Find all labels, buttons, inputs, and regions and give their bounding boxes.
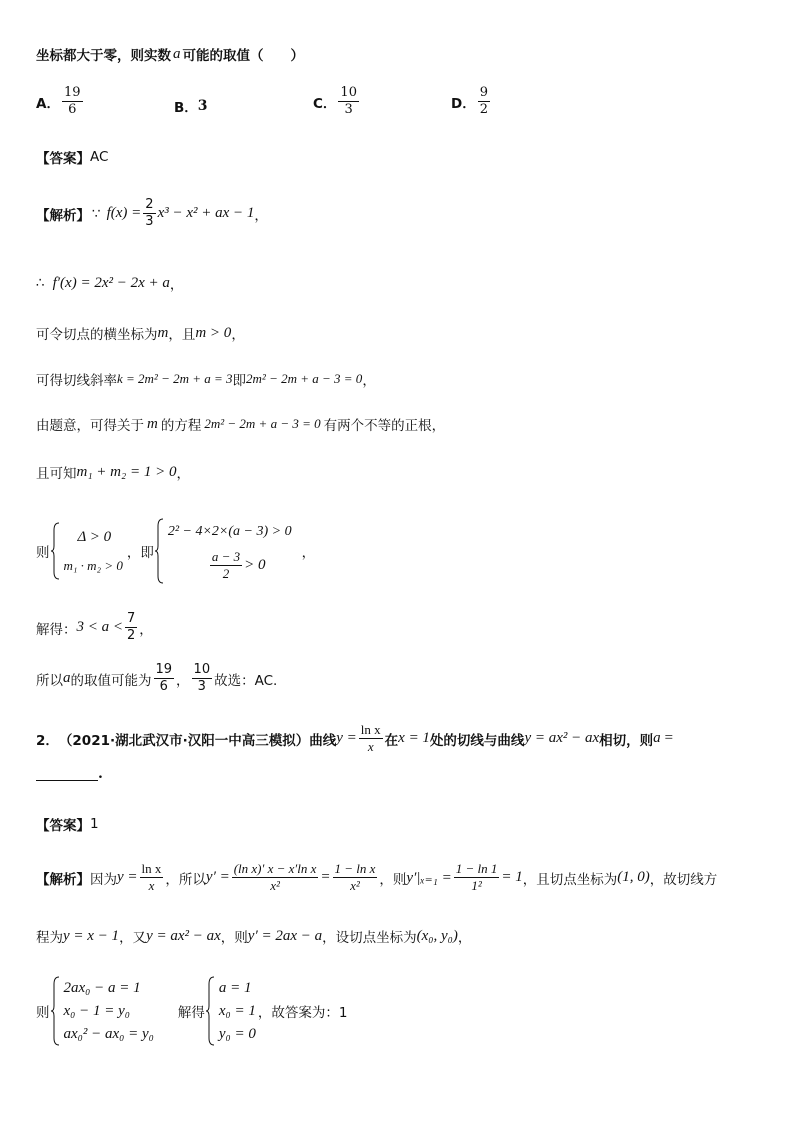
option-d-fraction: $\frac{9}{2}$: [479, 85, 488, 117]
conclusion-fraction-2: $\frac{10}{3}$: [193, 662, 211, 694]
option-d[interactable]: D． $\frac{9}{2}$: [451, 85, 488, 117]
q1-systems: 则 Δ > 0 m₁ · m₂ > 0 ，即 2² − 4×2×(a − 3) > 0 $\frac{a - 3}{2}$ > 0 ，: [36, 518, 315, 584]
q2-stem-fraction: $\frac{\text{ln x}}{x}$: [360, 722, 381, 754]
solution-fraction: $\frac{7}{2}$: [127, 611, 136, 643]
option-b[interactable]: B． 3: [174, 98, 208, 116]
q1-equation: 由题意，可得关于 m 的方程 2m² − 2m + a − 3 = 0 有两个不等的正根，: [36, 415, 446, 434]
q2-analysis-line1: 【解析】 因为 y = $\frac{\text{ln x}}{x}$ ，所以 y′ = $\frac{\text{(ln x)′ x − x′ln x}}{\text{x²}}$ = $\frac{\text{1 − ln x}}{\text{x²}}$ ，则 y′|ₓ₌₁ = $\frac{1 - \ln 1}{\text{1²}}$ = 1 ，且切点坐标为 (1, 0) ，故切线方: [36, 861, 718, 893]
q1-root-sum: 且可知 m₁ + m₂ = 1 > 0 ，: [36, 463, 190, 482]
option-a[interactable]: A． $\frac{19}{6}$: [36, 85, 81, 117]
left-brace-icon: [50, 522, 60, 580]
q2-system-brace-2: a = 1 x₀ = 1 y₀ = 0: [205, 976, 256, 1046]
q1-answer: 【答案】 AC: [36, 149, 109, 167]
q2-analysis-line2: 程为 y = x − 1 ，又 y = ax² − ax ，则 y′ = 2ax − a ，设切点坐标为 (x₀, y₀) ，: [36, 927, 472, 946]
q1-slope: 可得切线斜率 k = 2m² − 2m + a = 3 即 2m² − 2m + a − 3 = 0 ，: [36, 371, 376, 389]
left-brace-icon: [205, 976, 215, 1046]
left-brace-icon: [50, 976, 60, 1046]
system-fraction: $\frac{a - 3}{2}$: [211, 548, 241, 581]
q2-fraction-derivative: $\frac{\text{(ln x)′ x − x′ln x}}{\text{x²}}$: [233, 861, 317, 893]
q2-stem: 2． （2021·湖北武汉市·汉阳一中高三模拟） 曲线 y = $\frac{\text{ln x}}{x}$ 在 x = 1 处的切线与曲线 y = ax² − ax 相切，则 a =: [36, 722, 674, 754]
q2-answer: 【答案】 1: [36, 816, 99, 834]
q2-fraction-simplified: $\frac{\text{1 − ln x}}{\text{x²}}$: [334, 861, 376, 893]
option-c[interactable]: C． $\frac{10}{3}$: [313, 85, 357, 117]
left-brace-icon: [154, 518, 164, 584]
answer-blank-line[interactable]: [36, 768, 98, 781]
q1-tangent-point: 可令切点的横坐标为 m ，且 m > 0 ，: [36, 324, 245, 343]
q1-solution: 解得： 3 < a < $\frac{7}{2}$ ，: [36, 611, 153, 643]
system-brace-2: 2² − 4×2×(a − 3) > 0 $\frac{a - 3}{2}$ > 0: [154, 518, 292, 584]
q1-analysis-fx: 【解析】 ∵ f(x) = $\frac{2}{3}$ x³ − x² + ax − 1 ，: [36, 197, 268, 229]
option-a-fraction: $\frac{19}{6}$: [63, 85, 81, 117]
q1-stem: 坐标都大于零，则实数 a 可能的取值（ ）: [36, 45, 304, 64]
option-c-fraction: $\frac{10}{3}$: [340, 85, 357, 117]
system-brace-1: Δ > 0 m₁ · m₂ > 0: [50, 522, 123, 580]
q2-fraction-at-1: $\frac{1 - \ln 1}{\text{1²}}$: [455, 861, 498, 893]
q1-fprime: ∴ f′(x) = 2x² − 2x + a ，: [36, 274, 184, 293]
q1-conclusion: 所以 a 的取值可能为 $\frac{19}{6}$ ， $\frac{10}{3}$ 故选：AC.: [36, 662, 278, 694]
conclusion-fraction-1: $\frac{19}{6}$: [155, 662, 173, 694]
q2-system-brace-1: 2ax₀ − a = 1 x₀ − 1 = y₀ ax₀² − ax₀ = y₀: [50, 976, 154, 1046]
q2-fraction-y: $\frac{\text{ln x}}{x}$: [141, 861, 162, 893]
fx-coefficient-fraction: $\frac{2}{3}$: [145, 197, 154, 229]
q2-systems: 则 2ax₀ − a = 1 x₀ − 1 = y₀ ax₀² − ax₀ = y₀ 解得 a = 1 x₀ = 1 y₀ = 0 ，故答案为：1: [36, 976, 347, 1046]
q2-answer-blank[interactable]: .: [36, 766, 103, 782]
